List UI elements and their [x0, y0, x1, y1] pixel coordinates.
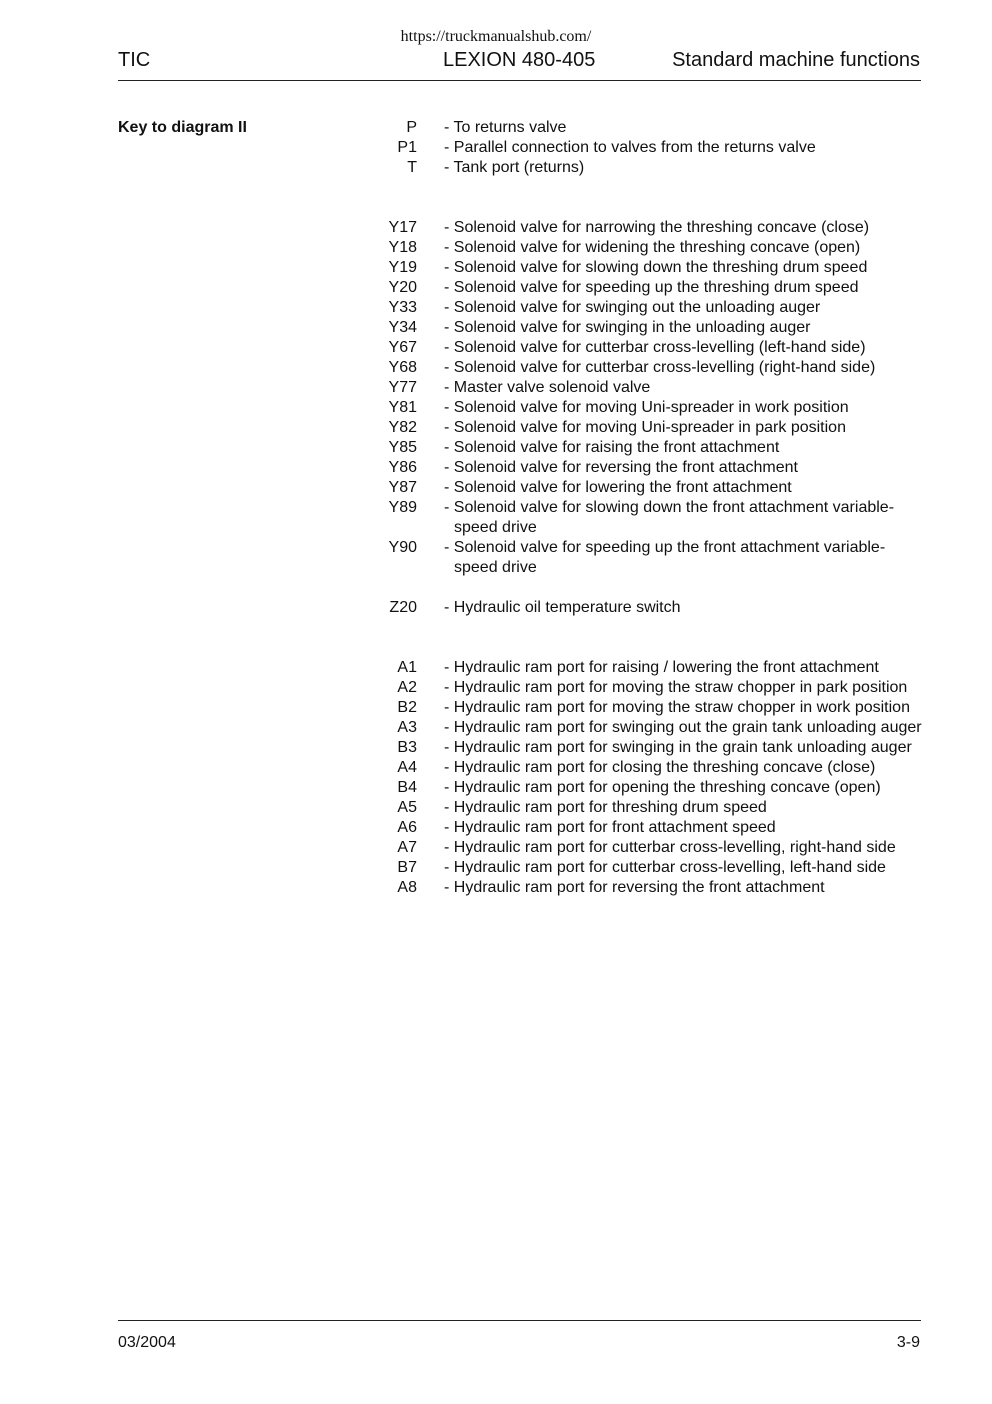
- key-description: - Master valve solenoid valve: [444, 379, 651, 396]
- key-row: [360, 438, 930, 458]
- key-code: Y18: [388, 239, 417, 256]
- key-row: [360, 258, 930, 278]
- key-row: [360, 758, 930, 778]
- key-code: A5: [397, 799, 417, 816]
- key-row: [360, 498, 930, 538]
- key-code: P: [406, 119, 417, 136]
- key-row: [360, 418, 930, 438]
- key-description: - Solenoid valve for slowing down the front attachment variable-speed drive: [444, 499, 895, 536]
- key-description: - Hydraulic ram port for swinging in the grain tank unloading auger: [444, 739, 912, 756]
- key-description: - Solenoid valve for speeding up the front attachment variable-speed drive: [444, 539, 886, 576]
- key-code: Y81: [388, 399, 417, 416]
- key-row: [360, 738, 930, 758]
- key-row: [360, 678, 930, 698]
- key-code: Y90: [388, 539, 417, 556]
- key-description: - Solenoid valve for moving Uni-spreader in work position: [444, 399, 849, 416]
- key-description: - Solenoid valve for cutterbar cross-levelling (right-hand side): [444, 359, 876, 376]
- key-description: - Solenoid valve for widening the threshing concave (open): [444, 239, 861, 256]
- key-description: - Hydraulic ram port for closing the threshing concave (close): [444, 759, 876, 776]
- key-code: Y20: [388, 279, 417, 296]
- key-description: - Solenoid valve for swinging out the unloading auger: [444, 299, 821, 316]
- key-code: B2: [397, 699, 417, 716]
- key-code: Y19: [388, 259, 417, 276]
- key-row: [360, 798, 930, 818]
- key-code: Y89: [388, 499, 417, 516]
- key-description: - Hydraulic ram port for opening the threshing concave (open): [444, 779, 881, 796]
- footer-rule: [118, 1320, 921, 1321]
- key-row: [360, 278, 930, 298]
- group-spacer: [360, 618, 930, 658]
- footer-page-number: 3-9: [896, 1334, 920, 1351]
- key-list: [360, 118, 930, 898]
- key-description: - Hydraulic ram port for moving the straw chopper in park position: [444, 679, 908, 696]
- key-description: - Solenoid valve for narrowing the threshing concave (close): [444, 219, 870, 236]
- key-description: - Tank port (returns): [444, 159, 585, 176]
- key-row: [360, 318, 930, 338]
- key-code: Y68: [388, 359, 417, 376]
- key-code: Z20: [389, 599, 417, 616]
- key-description: - Solenoid valve for raising the front attachment: [444, 439, 780, 456]
- key-description: - Hydraulic ram port for moving the straw chopper in work position: [444, 699, 910, 716]
- key-description: - Hydraulic ram port for swinging out the grain tank unloading auger: [444, 719, 922, 736]
- key-row: [360, 218, 930, 238]
- key-row: [360, 838, 930, 858]
- key-row: [360, 538, 930, 578]
- key-row: [360, 778, 930, 798]
- key-row: [360, 358, 930, 378]
- key-code: A1: [397, 659, 417, 676]
- key-code: A6: [397, 819, 417, 836]
- key-group: [360, 218, 930, 578]
- key-code: B3: [397, 739, 417, 756]
- header-chapter-label: Standard machine functions: [672, 49, 920, 71]
- key-description: - Solenoid valve for lowering the front attachment: [444, 479, 792, 496]
- key-code: A4: [397, 759, 417, 776]
- group-spacer: [360, 578, 930, 598]
- key-row: [360, 378, 930, 398]
- key-code: Y86: [388, 459, 417, 476]
- key-description: - Hydraulic ram port for raising / lowering the front attachment: [444, 659, 879, 676]
- group-spacer: [360, 178, 930, 218]
- key-code: A3: [397, 719, 417, 736]
- key-code: Y82: [388, 419, 417, 436]
- key-description: - Solenoid valve for speeding up the threshing drum speed: [444, 279, 859, 296]
- key-description: - Solenoid valve for moving Uni-spreader in park position: [444, 419, 846, 436]
- key-row: [360, 698, 930, 718]
- source-url: https://truckmanualshub.com/: [400, 28, 592, 45]
- key-group: [360, 658, 930, 898]
- key-row: [360, 238, 930, 258]
- key-code: Y77: [388, 379, 417, 396]
- key-description: - Parallel connection to valves from the returns valve: [444, 139, 816, 156]
- key-description: - Hydraulic ram port for reversing the front attachment: [444, 879, 825, 896]
- key-group: [360, 598, 930, 618]
- key-description: - Hydraulic ram port for threshing drum speed: [444, 799, 767, 816]
- key-code: Y87: [388, 479, 417, 496]
- key-row: [360, 718, 930, 738]
- key-code: Y17: [388, 219, 417, 236]
- key-code: Y34: [388, 319, 417, 336]
- key-description: - Solenoid valve for cutterbar cross-levelling (left-hand side): [444, 339, 866, 356]
- key-row: [360, 398, 930, 418]
- key-description: - Hydraulic ram port for cutterbar cross-levelling, left-hand side: [444, 859, 886, 876]
- key-code: Y85: [388, 439, 417, 456]
- key-description: - Hydraulic ram port for cutterbar cross-levelling, right-hand side: [444, 839, 896, 856]
- key-code: Y33: [388, 299, 417, 316]
- key-row: [360, 298, 930, 318]
- key-code: A8: [397, 879, 417, 896]
- key-description: - Solenoid valve for reversing the front attachment: [444, 459, 798, 476]
- key-row: [360, 878, 930, 898]
- key-row: [360, 118, 930, 138]
- header-left-label: TIC: [118, 49, 151, 71]
- key-description: - Hydraulic ram port for front attachment speed: [444, 819, 776, 836]
- key-row: [360, 338, 930, 358]
- key-row: [360, 658, 930, 678]
- key-description: - Solenoid valve for slowing down the threshing drum speed: [444, 259, 868, 276]
- key-row: [360, 158, 930, 178]
- key-row: [360, 478, 930, 498]
- key-group: [360, 118, 930, 178]
- key-row: [360, 858, 930, 878]
- key-description: - Solenoid valve for swinging in the unloading auger: [444, 319, 811, 336]
- key-row: [360, 598, 930, 618]
- key-description: - To returns valve: [444, 119, 567, 136]
- key-row: [360, 138, 930, 158]
- key-code: B4: [397, 779, 417, 796]
- key-row: [360, 818, 930, 838]
- key-code: P1: [397, 139, 417, 156]
- key-row: [360, 458, 930, 478]
- key-code: B7: [397, 859, 417, 876]
- section-title: Key to diagram II: [118, 119, 247, 136]
- key-code: T: [407, 159, 417, 176]
- key-code: Y67: [388, 339, 417, 356]
- key-code: A2: [397, 679, 417, 696]
- header-model-label: LEXION 480-405: [443, 49, 596, 71]
- key-code: A7: [397, 839, 417, 856]
- key-description: - Hydraulic oil temperature switch: [444, 599, 681, 616]
- footer-date: 03/2004: [118, 1334, 176, 1351]
- header-rule: [118, 80, 921, 81]
